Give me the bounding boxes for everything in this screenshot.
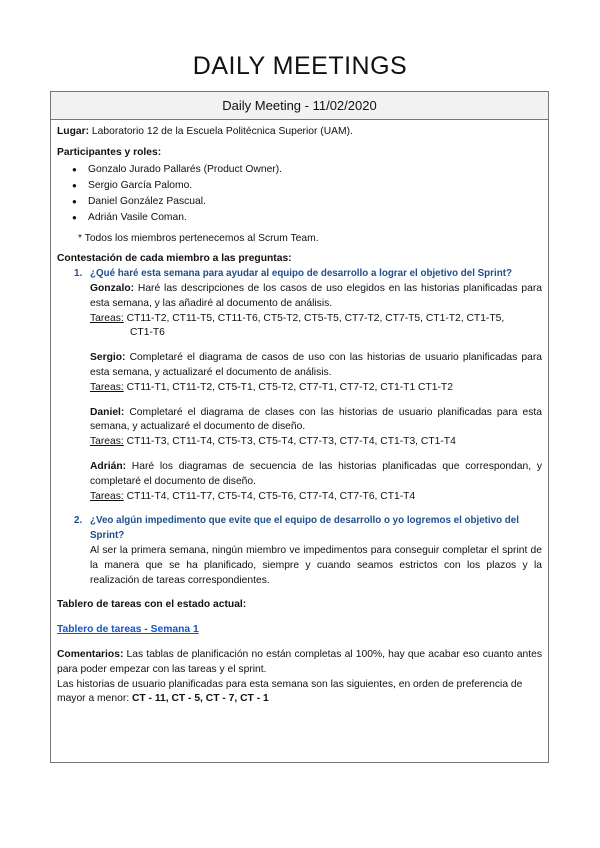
tareas-label: Tareas:: [90, 312, 124, 324]
tareas-list: CT11-T4, CT11-T7, CT5-T4, CT5-T6, CT7-T4, CT7-T6, CT1-T4: [123, 490, 416, 502]
participants-list: [57, 162, 542, 226]
member-answer-sergio: [57, 351, 542, 381]
tareas-list: CT11-T2, CT11-T5, CT11-T6, CT5-T2, CT5-T5, CT7-T2, CT7-T5, CT1-T2, CT1-T5,: [123, 312, 505, 324]
question-number: 1.: [74, 268, 83, 280]
tareas-list: CT11-T1, CT11-T2, CT5-T1, CT5-T2, CT7-T1, CT7-T2, CT1-T1 CT1-T2: [123, 381, 453, 393]
tareas-label: Tareas:: [90, 436, 124, 448]
list-item: ● Adrián Vasile Coman.: [57, 210, 542, 226]
tareas-label: Tareas:: [90, 381, 124, 393]
lugar-label: Lugar:: [57, 126, 90, 137]
question-text: ¿Veo algún impedimento que evite que el equipo de desarrollo o yo logremos el objetivo del Sprint?: [90, 515, 519, 542]
member-name: Adrián:: [90, 460, 127, 472]
member-tareas-gonzalo: [57, 312, 542, 342]
document-title: DAILY MEETINGS: [192, 52, 408, 80]
tareas-list: CT11-T3, CT11-T4, CT5-T3, CT5-T4, CT7-T3, CT7-T4, CT1-T3, CT1-T4: [123, 436, 456, 448]
meeting-content: [51, 120, 548, 707]
member-tareas-adrian: [57, 490, 542, 505]
member-text: Completaré el diagrama de casos de uso con las historias de usuario planificadas para esta semana, y actualizaré el documento de análisis.: [90, 352, 542, 378]
board-heading: Tablero de tareas con el estado actual:: [57, 599, 247, 611]
list-item: ● Daniel González Pascual.: [57, 194, 542, 210]
board-link[interactable]: Tablero de tareas - Semana 1: [57, 624, 199, 636]
member-text: Haré las descripciones de los casos de uso elegidos en las historias planificadas para esta semana, y las añadiré al documento de análisis.: [90, 282, 542, 309]
member-text: Completaré el diagrama de clases con las historias de usuario planificadas para esta semana, y actualizaré el documento de diseño.: [90, 406, 542, 433]
question-2-answer: Al ser la primera semana, ningún miembro ve impedimentos para conseguir completar el sprint de la manera que se ha planificado, siempre y cuando seamos estrictos con los plazos y la realización de tareas correspondientes.: [90, 544, 542, 586]
comments-label: Comentarios:: [57, 648, 124, 660]
participants-note: * Todos los miembros pertenecemos al Scrum Team.: [78, 232, 319, 244]
comments-paragraph: [57, 648, 542, 678]
question-text: ¿Qué haré esta semana para ayudar al equipo de desarrollo a lograr el objetivo del Sprint?: [90, 268, 512, 280]
lugar-value: Laboratorio 12 de la Escuela Politécnica Superior (UAM).: [89, 126, 353, 137]
member-text: Haré los diagramas de secuencia de las historias planificadas que correspondan, y completaré el documento de diseño.: [90, 460, 542, 487]
participants-heading: Participantes y roles:: [57, 146, 162, 158]
comments-text: Las tablas de planificación no están completas al 100%, hay que acabar eso cuanto antes para poder empezar con las tareas y el sprint.: [57, 648, 542, 675]
list-item: ● Gonzalo Jurado Pallarés (Product Owner).: [57, 162, 542, 178]
list-item: ● Sergio García Palomo.: [57, 178, 542, 194]
question-1: [57, 267, 542, 282]
story-order: CT - 11, CT - 5, CT - 7, CT - 1: [131, 693, 269, 705]
meeting-header: Daily Meeting - 11/02/2020: [51, 92, 548, 120]
member-tareas-daniel: [57, 435, 542, 450]
meeting-box: [50, 91, 549, 763]
question-number: 2.: [74, 515, 83, 527]
member-answer-gonzalo: [57, 282, 542, 312]
member-name: Sergio:: [90, 352, 126, 364]
member-name: Daniel:: [90, 406, 125, 418]
answers-heading: Contestación de cada miembro a las preguntas:: [57, 253, 292, 265]
tareas-list-cont: CT1-T6: [130, 327, 165, 339]
member-name: Gonzalo:: [90, 282, 135, 294]
question-2: [57, 514, 542, 544]
member-answer-adrian: [57, 460, 542, 490]
lugar-line: [57, 125, 542, 140]
member-tareas-sergio: [57, 381, 542, 396]
tareas-label: Tareas:: [90, 490, 124, 502]
comments-line2: Las historias de usuario planificadas para esta semana son las siguientes, en orden de preferencia de mayor a menor: CT - 11, CT - 5, CT - 7, CT - 1: [57, 678, 523, 705]
member-answer-daniel: [57, 406, 542, 436]
